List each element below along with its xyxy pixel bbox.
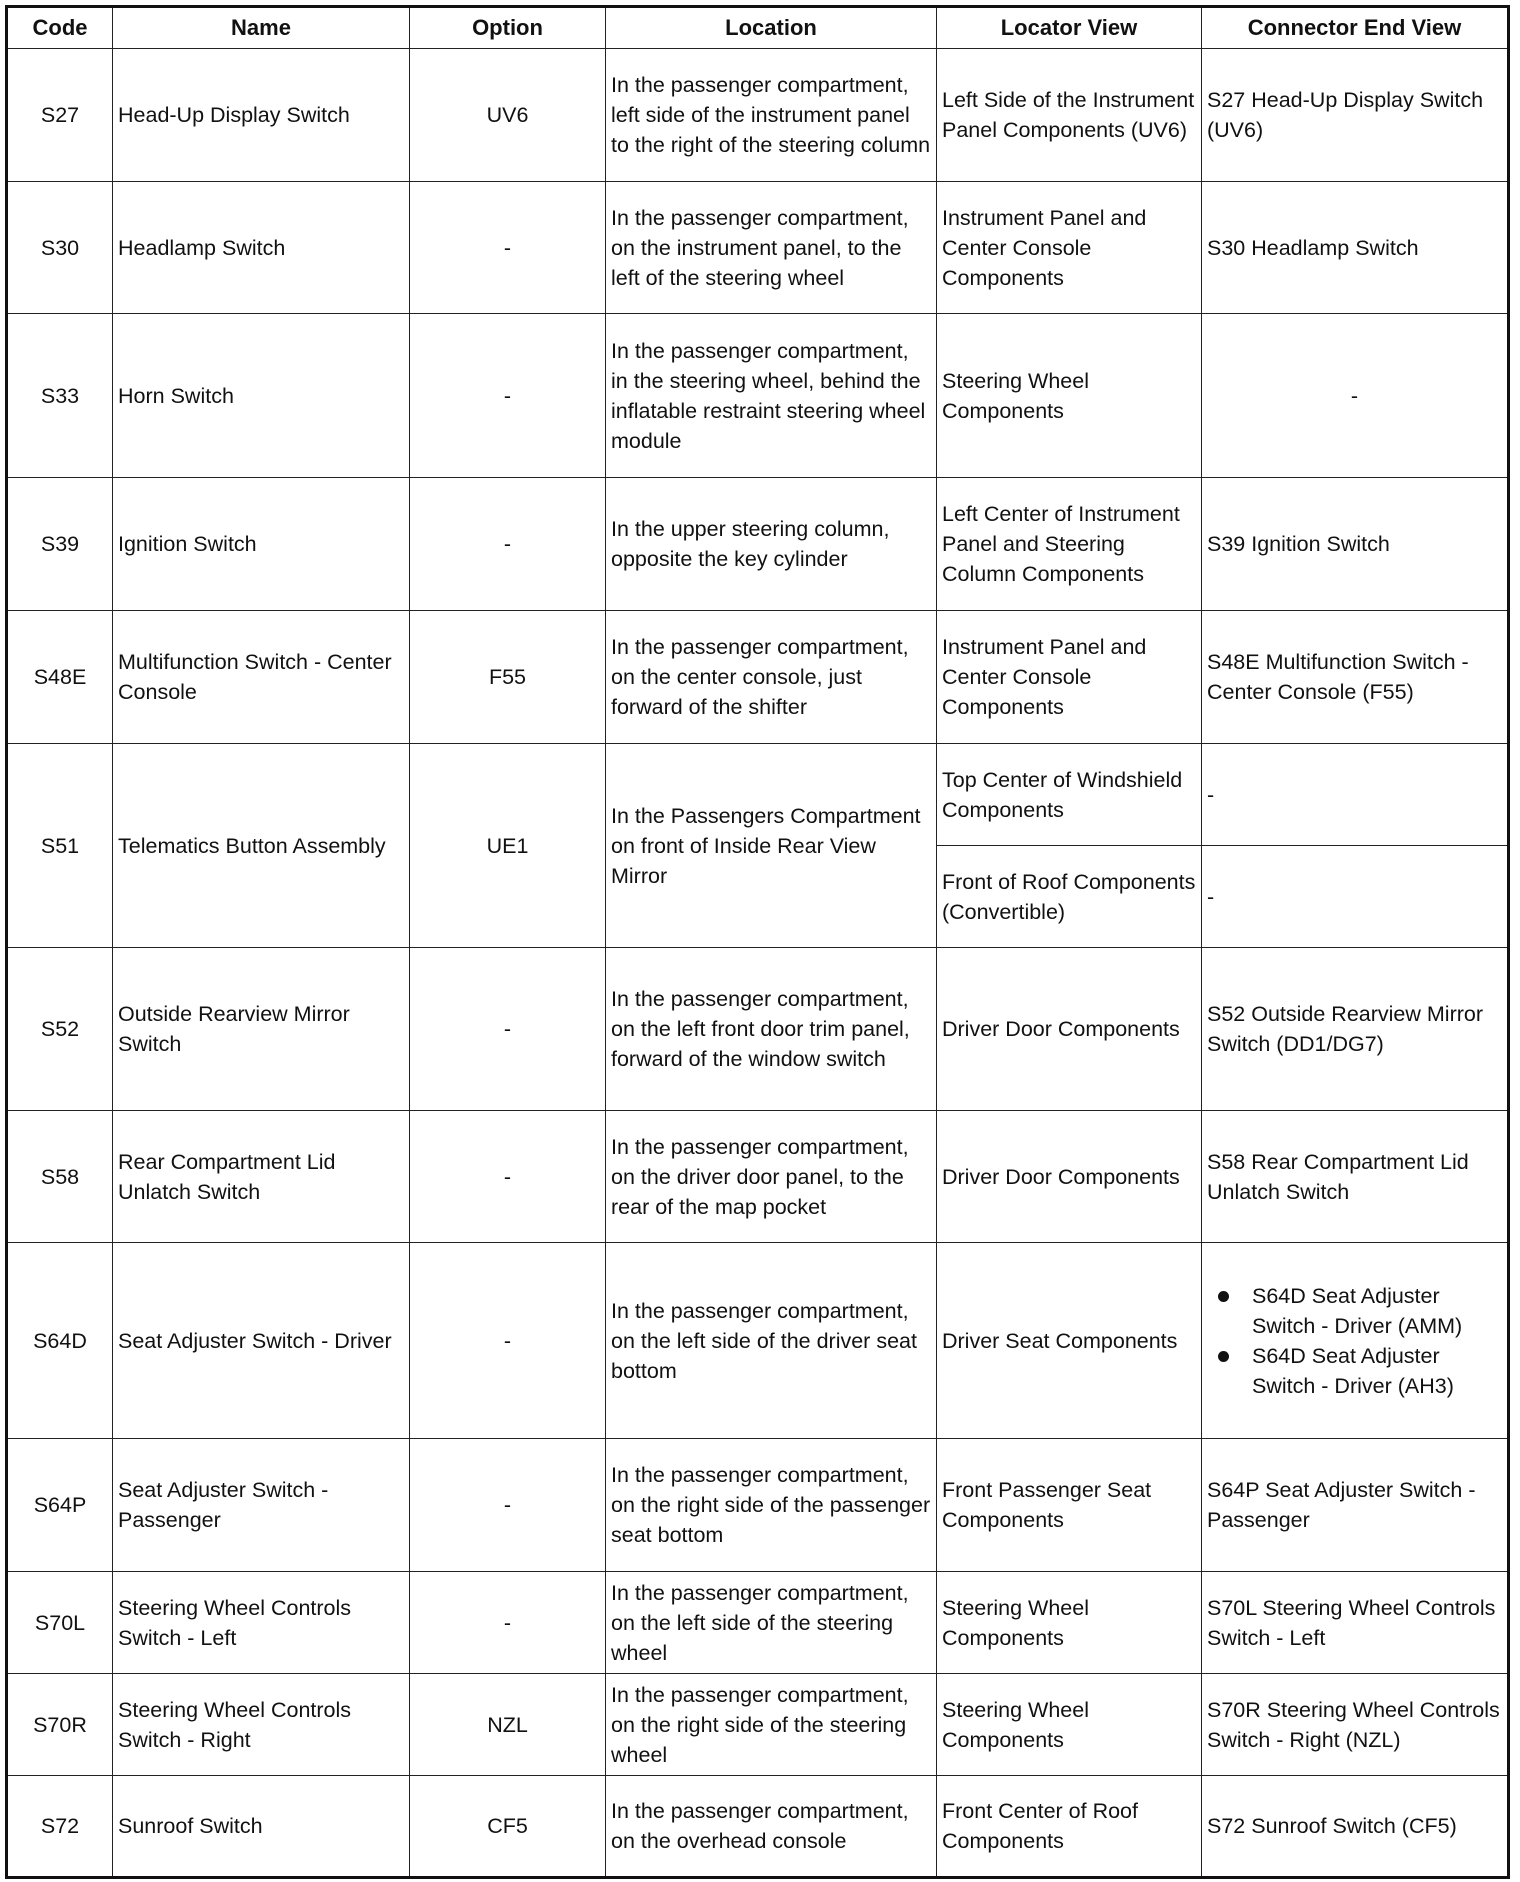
- connector-end-view-cell: S30 Headlamp Switch: [1202, 182, 1509, 314]
- option-cell: F55: [410, 611, 606, 744]
- code-cell: S48E: [7, 611, 113, 744]
- option-cell: -: [410, 1111, 606, 1243]
- connector-end-view-cell: S27 Head-Up Display Switch (UV6): [1202, 49, 1509, 182]
- connector-end-view-cell: -: [1202, 314, 1509, 478]
- header-name: Name: [113, 7, 410, 49]
- table-row: [7, 1674, 1509, 1776]
- locator-view-cell: Driver Seat Components: [937, 1243, 1202, 1439]
- table-row: [7, 611, 1509, 744]
- code-cell: S64P: [7, 1439, 113, 1572]
- code-cell: S27: [7, 49, 113, 182]
- locator-view-cell: Front Center of Roof Components: [937, 1776, 1202, 1878]
- connector-end-view-cell: S70R Steering Wheel Controls Switch - Right (NZL): [1202, 1674, 1509, 1776]
- name-cell: Horn Switch: [113, 314, 410, 478]
- table-row: [7, 1776, 1509, 1878]
- name-cell: Seat Adjuster Switch - Driver: [113, 1243, 410, 1439]
- code-cell: S33: [7, 314, 113, 478]
- location-cell: In the passenger compartment, on the center console, just forward of the shifter: [606, 611, 937, 744]
- name-cell: Ignition Switch: [113, 478, 410, 611]
- header-code: Code: [7, 7, 113, 49]
- locator-view-cell: Steering Wheel Components: [937, 1674, 1202, 1776]
- code-cell: S64D: [7, 1243, 113, 1439]
- connector-list-item: S64D Seat Adjuster Switch - Driver (AH3): [1252, 1341, 1502, 1401]
- connector-end-view-cell: S52 Outside Rearview Mirror Switch (DD1/DG7): [1202, 948, 1509, 1111]
- locator-view-cell: Left Center of Instrument Panel and Steering Column Components: [937, 478, 1202, 611]
- option-cell: -: [410, 314, 606, 478]
- header-row: [7, 7, 1509, 49]
- header-location: Location: [606, 7, 937, 49]
- connector-end-view-cell: S70L Steering Wheel Controls Switch - Left: [1202, 1572, 1509, 1674]
- code-cell: S70R: [7, 1674, 113, 1776]
- name-cell: Telematics Button Assembly: [113, 744, 410, 948]
- locator-view-cell: Driver Door Components: [937, 1111, 1202, 1243]
- name-cell: Head-Up Display Switch: [113, 49, 410, 182]
- connector-end-view-cell: S39 Ignition Switch: [1202, 478, 1509, 611]
- connector-end-view-cell: S72 Sunroof Switch (CF5): [1202, 1776, 1509, 1878]
- connector-end-view-cell: S48E Multifunction Switch - Center Console (F55): [1202, 611, 1509, 744]
- table-row: [7, 1111, 1509, 1243]
- header-option: Option: [410, 7, 606, 49]
- name-cell: Steering Wheel Controls Switch - Left: [113, 1572, 410, 1674]
- name-cell: Steering Wheel Controls Switch - Right: [113, 1674, 410, 1776]
- option-cell: -: [410, 948, 606, 1111]
- code-cell: S52: [7, 948, 113, 1111]
- location-cell: In the passenger compartment, on the left side of the driver seat bottom: [606, 1243, 937, 1439]
- location-cell: In the upper steering column, opposite the key cylinder: [606, 478, 937, 611]
- name-cell: Headlamp Switch: [113, 182, 410, 314]
- locator-view-cell: Front Passenger Seat Components: [937, 1439, 1202, 1572]
- option-cell: -: [410, 478, 606, 611]
- header-locator: Locator View: [937, 7, 1202, 49]
- location-cell: In the passenger compartment, on the right side of the passenger seat bottom: [606, 1439, 937, 1572]
- option-cell: -: [410, 1439, 606, 1572]
- location-cell: In the passenger compartment, on the overhead console: [606, 1776, 937, 1878]
- name-cell: Sunroof Switch: [113, 1776, 410, 1878]
- option-cell: UV6: [410, 49, 606, 182]
- table-row: [7, 744, 1509, 846]
- name-cell: Multifunction Switch - Center Console: [113, 611, 410, 744]
- option-cell: CF5: [410, 1776, 606, 1878]
- locator-view-cell: Steering Wheel Components: [937, 1572, 1202, 1674]
- code-cell: S72: [7, 1776, 113, 1878]
- table-row: [7, 1243, 1509, 1439]
- table-row: [7, 1439, 1509, 1572]
- connector-list-item: S64D Seat Adjuster Switch - Driver (AMM): [1252, 1281, 1502, 1341]
- header-connector: Connector End View: [1202, 7, 1509, 49]
- code-cell: S39: [7, 478, 113, 611]
- locator-view-cell: Instrument Panel and Center Console Components: [937, 611, 1202, 744]
- name-cell: Outside Rearview Mirror Switch: [113, 948, 410, 1111]
- connector-end-view-cell: -: [1202, 846, 1509, 948]
- location-cell: In the passenger compartment, on the right side of the steering wheel: [606, 1674, 937, 1776]
- connector-end-view-cell: [1202, 1243, 1509, 1439]
- locator-view-cell: Steering Wheel Components: [937, 314, 1202, 478]
- location-cell: In the passenger compartment, on the left side of the steering wheel: [606, 1572, 937, 1674]
- table-row: [7, 314, 1509, 478]
- option-cell: -: [410, 1243, 606, 1439]
- name-cell: Seat Adjuster Switch - Passenger: [113, 1439, 410, 1572]
- location-cell: In the passenger compartment, on the instrument panel, to the left of the steering wheel: [606, 182, 937, 314]
- code-cell: S30: [7, 182, 113, 314]
- table-row: [7, 478, 1509, 611]
- option-cell: -: [410, 1572, 606, 1674]
- table-row: [7, 1572, 1509, 1674]
- location-cell: In the passenger compartment, left side of the instrument panel to the right of the steering column: [606, 49, 937, 182]
- location-cell: In the passenger compartment, in the steering wheel, behind the inflatable restraint steering wheel module: [606, 314, 937, 478]
- locator-view-cell: Left Side of the Instrument Panel Components (UV6): [937, 49, 1202, 182]
- locator-view-cell: Top Center of Windshield Components: [937, 744, 1202, 846]
- connector-end-view-cell: -: [1202, 744, 1509, 846]
- option-cell: -: [410, 182, 606, 314]
- name-cell: Rear Compartment Lid Unlatch Switch: [113, 1111, 410, 1243]
- locator-view-cell: Driver Door Components: [937, 948, 1202, 1111]
- location-cell: In the passenger compartment, on the left front door trim panel, forward of the window switch: [606, 948, 937, 1111]
- option-cell: UE1: [410, 744, 606, 948]
- table-row: [7, 49, 1509, 182]
- location-cell: In the Passengers Compartment on front of Inside Rear View Mirror: [606, 744, 937, 948]
- code-cell: S70L: [7, 1572, 113, 1674]
- locator-view-cell: Front of Roof Components (Convertible): [937, 846, 1202, 948]
- connector-end-view-cell: S64P Seat Adjuster Switch - Passenger: [1202, 1439, 1509, 1572]
- location-cell: In the passenger compartment, on the driver door panel, to the rear of the map pocket: [606, 1111, 937, 1243]
- option-cell: NZL: [410, 1674, 606, 1776]
- code-cell: S58: [7, 1111, 113, 1243]
- table-row: [7, 948, 1509, 1111]
- table-row: [7, 182, 1509, 314]
- code-cell: S51: [7, 744, 113, 948]
- component-locator-table: [5, 5, 1510, 1879]
- connector-end-view-cell: S58 Rear Compartment Lid Unlatch Switch: [1202, 1111, 1509, 1243]
- locator-view-cell: Instrument Panel and Center Console Components: [937, 182, 1202, 314]
